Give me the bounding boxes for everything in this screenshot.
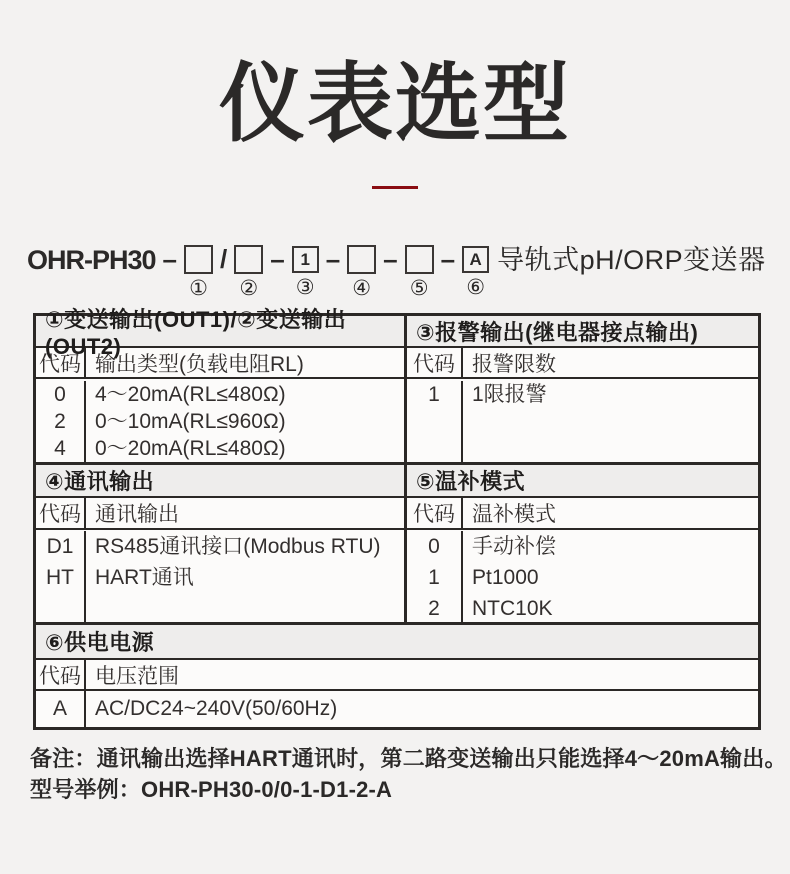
selection-table — [33, 306, 761, 730]
dash-separator: – — [162, 244, 177, 274]
desc-header-cell: 电压范围 — [95, 664, 179, 688]
column-header-row — [36, 498, 404, 530]
band-transmit-alarm — [36, 306, 758, 462]
circled-number-3: ③ — [295, 276, 315, 299]
model-example: 型号举例：OHR-PH30-0/0-1-D1-2-A — [30, 777, 393, 802]
desc-cell: 4～20mA(RL≤480Ω) — [95, 383, 286, 406]
data-rows — [36, 379, 404, 462]
model-slot-5 — [405, 245, 434, 300]
title-underline — [372, 186, 418, 189]
option-box-4 — [347, 245, 376, 274]
section-header: ④通讯输出 — [36, 465, 404, 498]
desc-cell: 0～20mA(RL≤480Ω) — [95, 437, 286, 460]
desc-cell: RS485通讯接口(Modbus RTU) — [95, 535, 381, 558]
section-header: ⑤温补模式 — [407, 465, 758, 498]
model-slot-6 — [462, 245, 489, 299]
desc-cells — [86, 531, 404, 622]
column-header-row — [36, 660, 758, 691]
desc-cells — [86, 691, 758, 727]
remark-note: 备注：通讯输出选择HART通讯时，第二路变送输出只能选择4～20mA输出。 — [30, 746, 787, 771]
footnotes — [30, 743, 790, 805]
band-comm-tempcomp — [36, 462, 758, 622]
section-tempcomp-mode — [407, 465, 758, 622]
code-header-cell: 代码 — [407, 498, 463, 528]
circled-number-1: ① — [189, 277, 208, 300]
section-header: ③报警输出(继电器接点输出) — [407, 316, 758, 348]
code-cells — [36, 531, 86, 622]
code-cell: 0 — [54, 383, 66, 406]
section-transmit-output — [36, 306, 407, 462]
page-title: 仪表选型 — [219, 56, 571, 152]
model-prefix: OHR-PH30 — [27, 245, 156, 275]
desc-cell: 1限报警 — [472, 383, 547, 406]
code-cells — [407, 381, 463, 462]
circled-number-5: ⑤ — [409, 277, 429, 300]
circled-number-2: ② — [239, 277, 259, 300]
section-power-supply — [36, 625, 758, 727]
data-rows — [407, 379, 758, 462]
code-cell: A — [52, 697, 67, 720]
dash-separator: – — [440, 244, 456, 274]
option-box-2 — [234, 245, 263, 274]
section-header: ⑥供电电源 — [36, 625, 758, 660]
circled-number-6: ⑥ — [466, 276, 486, 299]
desc-header-cell: 温补模式 — [472, 503, 556, 526]
column-header-row — [407, 498, 758, 530]
desc-cells — [463, 381, 758, 462]
dash-separator: – — [270, 244, 285, 274]
model-suffix: 导轨式pH/ORP变送器 — [497, 245, 766, 275]
option-box-5 — [405, 245, 434, 274]
circled-number-4: ④ — [352, 277, 372, 300]
code-cells — [36, 691, 86, 727]
desc-header-cell: 报警限数 — [472, 352, 556, 376]
section-header: ①变送输出(OUT1)/②变送输出(OUT2) — [36, 316, 404, 348]
code-cell: 1 — [428, 383, 440, 406]
desc-cell: 手动补偿 — [472, 535, 556, 558]
data-rows — [36, 691, 758, 727]
model-slot-3 — [292, 245, 319, 299]
code-cell: D1 — [46, 535, 74, 558]
data-rows — [407, 530, 758, 622]
code-header-cell: 代码 — [36, 498, 86, 528]
code-cell: 0 — [428, 535, 440, 558]
data-rows — [36, 530, 404, 622]
dash-separator: – — [383, 244, 398, 274]
code-header-cell: 代码 — [407, 348, 463, 377]
code-cells — [36, 381, 86, 462]
desc-cell: 0～10mA(RL≤960Ω) — [95, 410, 286, 433]
desc-header-cell: 输出类型(负载电阻RL) — [95, 352, 304, 376]
code-cell: HT — [46, 566, 74, 589]
model-slot-4 — [347, 245, 376, 300]
dash-separator: – — [325, 244, 341, 274]
column-header-row — [36, 348, 404, 379]
code-header-cell: 代码 — [36, 660, 86, 689]
model-ordering-line — [27, 245, 790, 300]
model-slot-2 — [234, 245, 263, 300]
desc-header-cell: 通讯输出 — [95, 503, 179, 526]
desc-cell: NTC10K — [472, 597, 553, 620]
desc-cell: Pt1000 — [472, 566, 539, 589]
code-cell: 1 — [428, 566, 440, 589]
section-alarm-output — [407, 316, 758, 462]
section-comm-output — [36, 465, 407, 622]
code-cells — [407, 531, 463, 622]
code-cell: 4 — [54, 437, 66, 460]
code-cell: 2 — [54, 410, 66, 433]
code-header-cell: 代码 — [36, 348, 86, 377]
desc-cell: HART通讯 — [95, 566, 194, 589]
option-box-6: A — [462, 246, 489, 273]
column-header-row — [407, 348, 758, 379]
code-cell: 2 — [428, 597, 440, 620]
slash-separator: / — [220, 244, 228, 274]
option-box-3: 1 — [292, 246, 319, 273]
desc-cells — [86, 381, 404, 462]
option-box-1 — [184, 245, 213, 274]
model-slot-1 — [184, 245, 213, 300]
band-power-supply — [36, 622, 758, 727]
desc-cell: AC/DC24~240V(50/60Hz) — [95, 697, 338, 720]
desc-cells — [463, 531, 758, 622]
